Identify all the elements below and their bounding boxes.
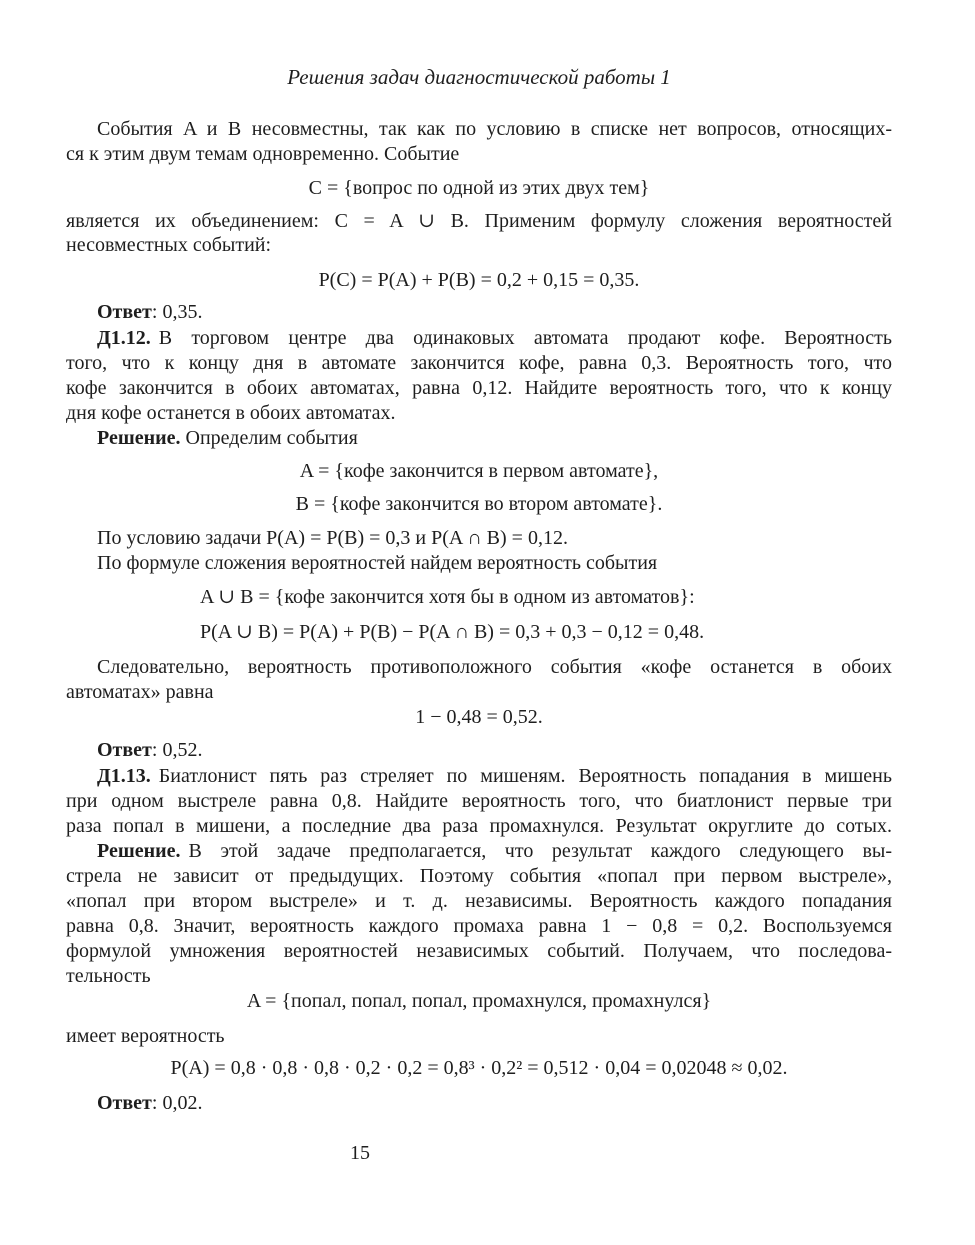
paragraph-line: автоматах» равна [66,681,214,703]
formula-event-b: B = {кофе закончится во втором автомате}. [295,493,663,515]
paragraph-line: раза попал в мишени, а последние два раза промахнулся. Результат округлите до сотых. [66,815,892,837]
paragraph-line: «попал при втором выстреле» и т. д. независимы. Вероятность каждого попадания [66,890,892,912]
task-text: В торговом центре два одинаковых автомата продают кофе. Вероятность [158,327,892,349]
paragraph-line: Следовательно, вероятность противоположного события «кофе останется в обоих [97,656,892,678]
formula-event-a: A = {кофе закончится в первом автомате}, [299,460,659,482]
paragraph-line: События A и B несовместны, так как по условию в списке нет вопросов, относящих- [97,118,892,140]
paragraph-line: формулой умножения вероятностей независимых событий. Получаем, что последова- [66,940,892,962]
paragraph-line: стрела не зависит от предыдущих. Поэтому события «попал при первом выстреле», [66,865,892,887]
paragraph-line: дня кофе останется в обоих автоматах. [66,402,396,424]
formula-p-a: P(A) = 0,8 · 0,8 · 0,8 · 0,2 · 0,2 = 0,8³ · 0,2² = 0,512 · 0,04 = 0,02048 ≈ 0,02. [170,1057,788,1079]
paragraph-line: По формуле сложения вероятностей найдем вероятность события [97,552,658,574]
formula-complement: 1 − 0,48 = 0,52. [415,706,543,728]
answer-label: Ответ [97,1092,152,1114]
paragraph-line: является их объединением: C = A ∪ B. Применим формулу сложения вероятностей [66,210,892,232]
solution-line [97,426,892,450]
paragraph-line: того, что к концу дня в автомате закончится кофе, равна 0,3. Вероятность того, что [66,352,892,374]
paragraph-line: при одном выстреле равна 0,8. Найдите вероятность того, что биатлонист первые три [66,790,892,812]
running-header: Решения задач диагностической работы 1 [287,65,671,89]
answer-label: Ответ [97,301,152,323]
solution-line [97,839,892,863]
solution-label: Решение. [97,840,181,862]
task-title-line [97,326,892,350]
solution-text: Определим события [185,427,358,449]
answer-value: : 0,52. [151,739,203,761]
paragraph-line: имеет вероятность [66,1025,225,1047]
formula-event-c: C = {вопрос по одной из этих двух тем} [308,177,650,199]
solution-text: В этой задаче предполагается, что результат каждого следующего вы- [188,840,892,862]
task-number: Д1.12. [97,327,151,349]
task-number: Д1.13. [97,765,151,787]
formula-p-union: P(A ∪ B) = P(A) + P(B) − P(A ∩ B) = 0,3 + 0,3 − 0,12 = 0,48. [200,621,705,643]
answer-value: : 0,35. [151,301,203,323]
answer-line [97,300,892,324]
answer-line [97,738,892,762]
answer-label: Ответ [97,739,152,761]
paragraph-line: равна 0,8. Значит, вероятность каждого промаха равна 1 − 0,8 = 0,2. Воспользуемся [66,915,892,937]
paragraph-line: несовместных событий: [66,234,272,256]
answer-line [97,1091,892,1115]
solution-label: Решение. [97,427,181,449]
paragraph-line: тельность [66,965,151,987]
formula-sequence: A = {попал, попал, попал, промахнулся, промахнулся} [246,990,712,1012]
paragraph-line: ся к этим двум темам одновременно. Событие [66,143,460,165]
paragraph-line: По условию задачи P(A) = P(B) = 0,3 и P(A ∩ B) = 0,12. [97,527,568,549]
task-text: Биатлонист пять раз стреляет по мишеням. Вероятность попадания в мишень [158,765,892,787]
task-title-line [97,764,892,788]
formula-union: A ∪ B = {кофе закончится хотя бы в одном из автоматов}: [200,586,695,608]
paragraph-line: кофе закончится в обоих автоматах, равна 0,12. Найдите вероятность того, что к концу [66,377,892,399]
page-number: 15 [350,1142,370,1164]
formula-p-c: P(C) = P(A) + P(B) = 0,2 + 0,15 = 0,35. [318,269,640,291]
answer-value: : 0,02. [151,1092,203,1114]
